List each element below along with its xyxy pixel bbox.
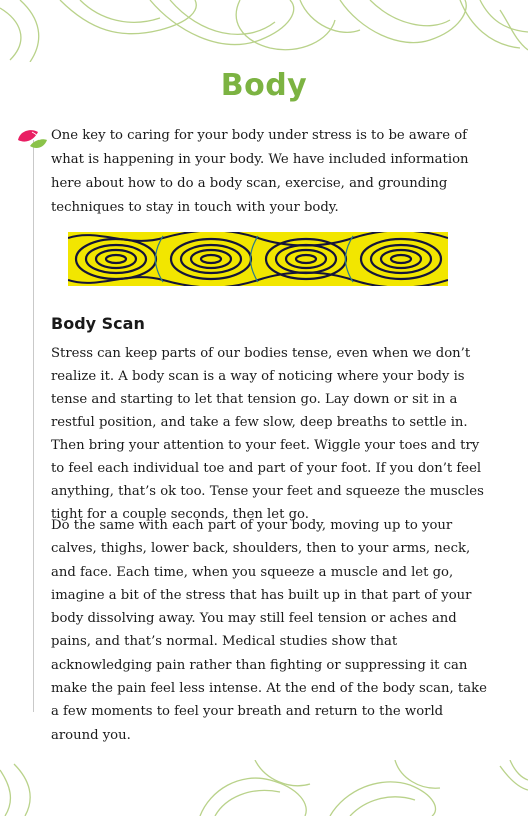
floral-decoration-top xyxy=(0,0,528,62)
floral-decoration-bottom xyxy=(0,760,528,816)
body-scan-paragraph-1: Stress can keep parts of our bodies tense, even when we don’t realize it. A body scan is a way of noticing where your body is tense and starting to let that tension go. Lay down or sit in a restful position, and take a few slow, deep breaths to settle in. Then bring your attention to your feet. Wiggle your toes and try to feel each individual toe and part of your foot. If you don’t feel anything, that’s ok too. Tense your feet and squeeze the muscles tight for a couple seconds, then let go. xyxy=(51,346,484,522)
section-heading-body-scan: Body Scan xyxy=(51,314,145,333)
leaf-icon xyxy=(16,126,48,154)
intro-paragraph: One key to caring for your body under stress is to be aware of what is happening in your body. We have included information here about how to do a body scan, exercise, and grounding techniques to stay in touch with your body. xyxy=(51,128,469,215)
page-title: Body xyxy=(220,68,308,103)
body-scan-paragraph-2: Do the same with each part of your body, moving up to your calves, thighs, lower back, shoulders, then to your arms, neck, and face. Each time, when you squeeze a muscle and let go, imagine a bit of the stress that has built up in that part of your body dissolving away. You may still feel tension or aches and pains, and that’s normal. Medical studies show that acknowledging pain rather than fighting or suppressing it can make the pain feel less intense. At the end of the body scan, take a few moments to feel your breath and return to the world around you. xyxy=(51,518,487,743)
decorative-pattern-banner xyxy=(68,232,448,286)
left-margin-rule xyxy=(33,140,34,712)
